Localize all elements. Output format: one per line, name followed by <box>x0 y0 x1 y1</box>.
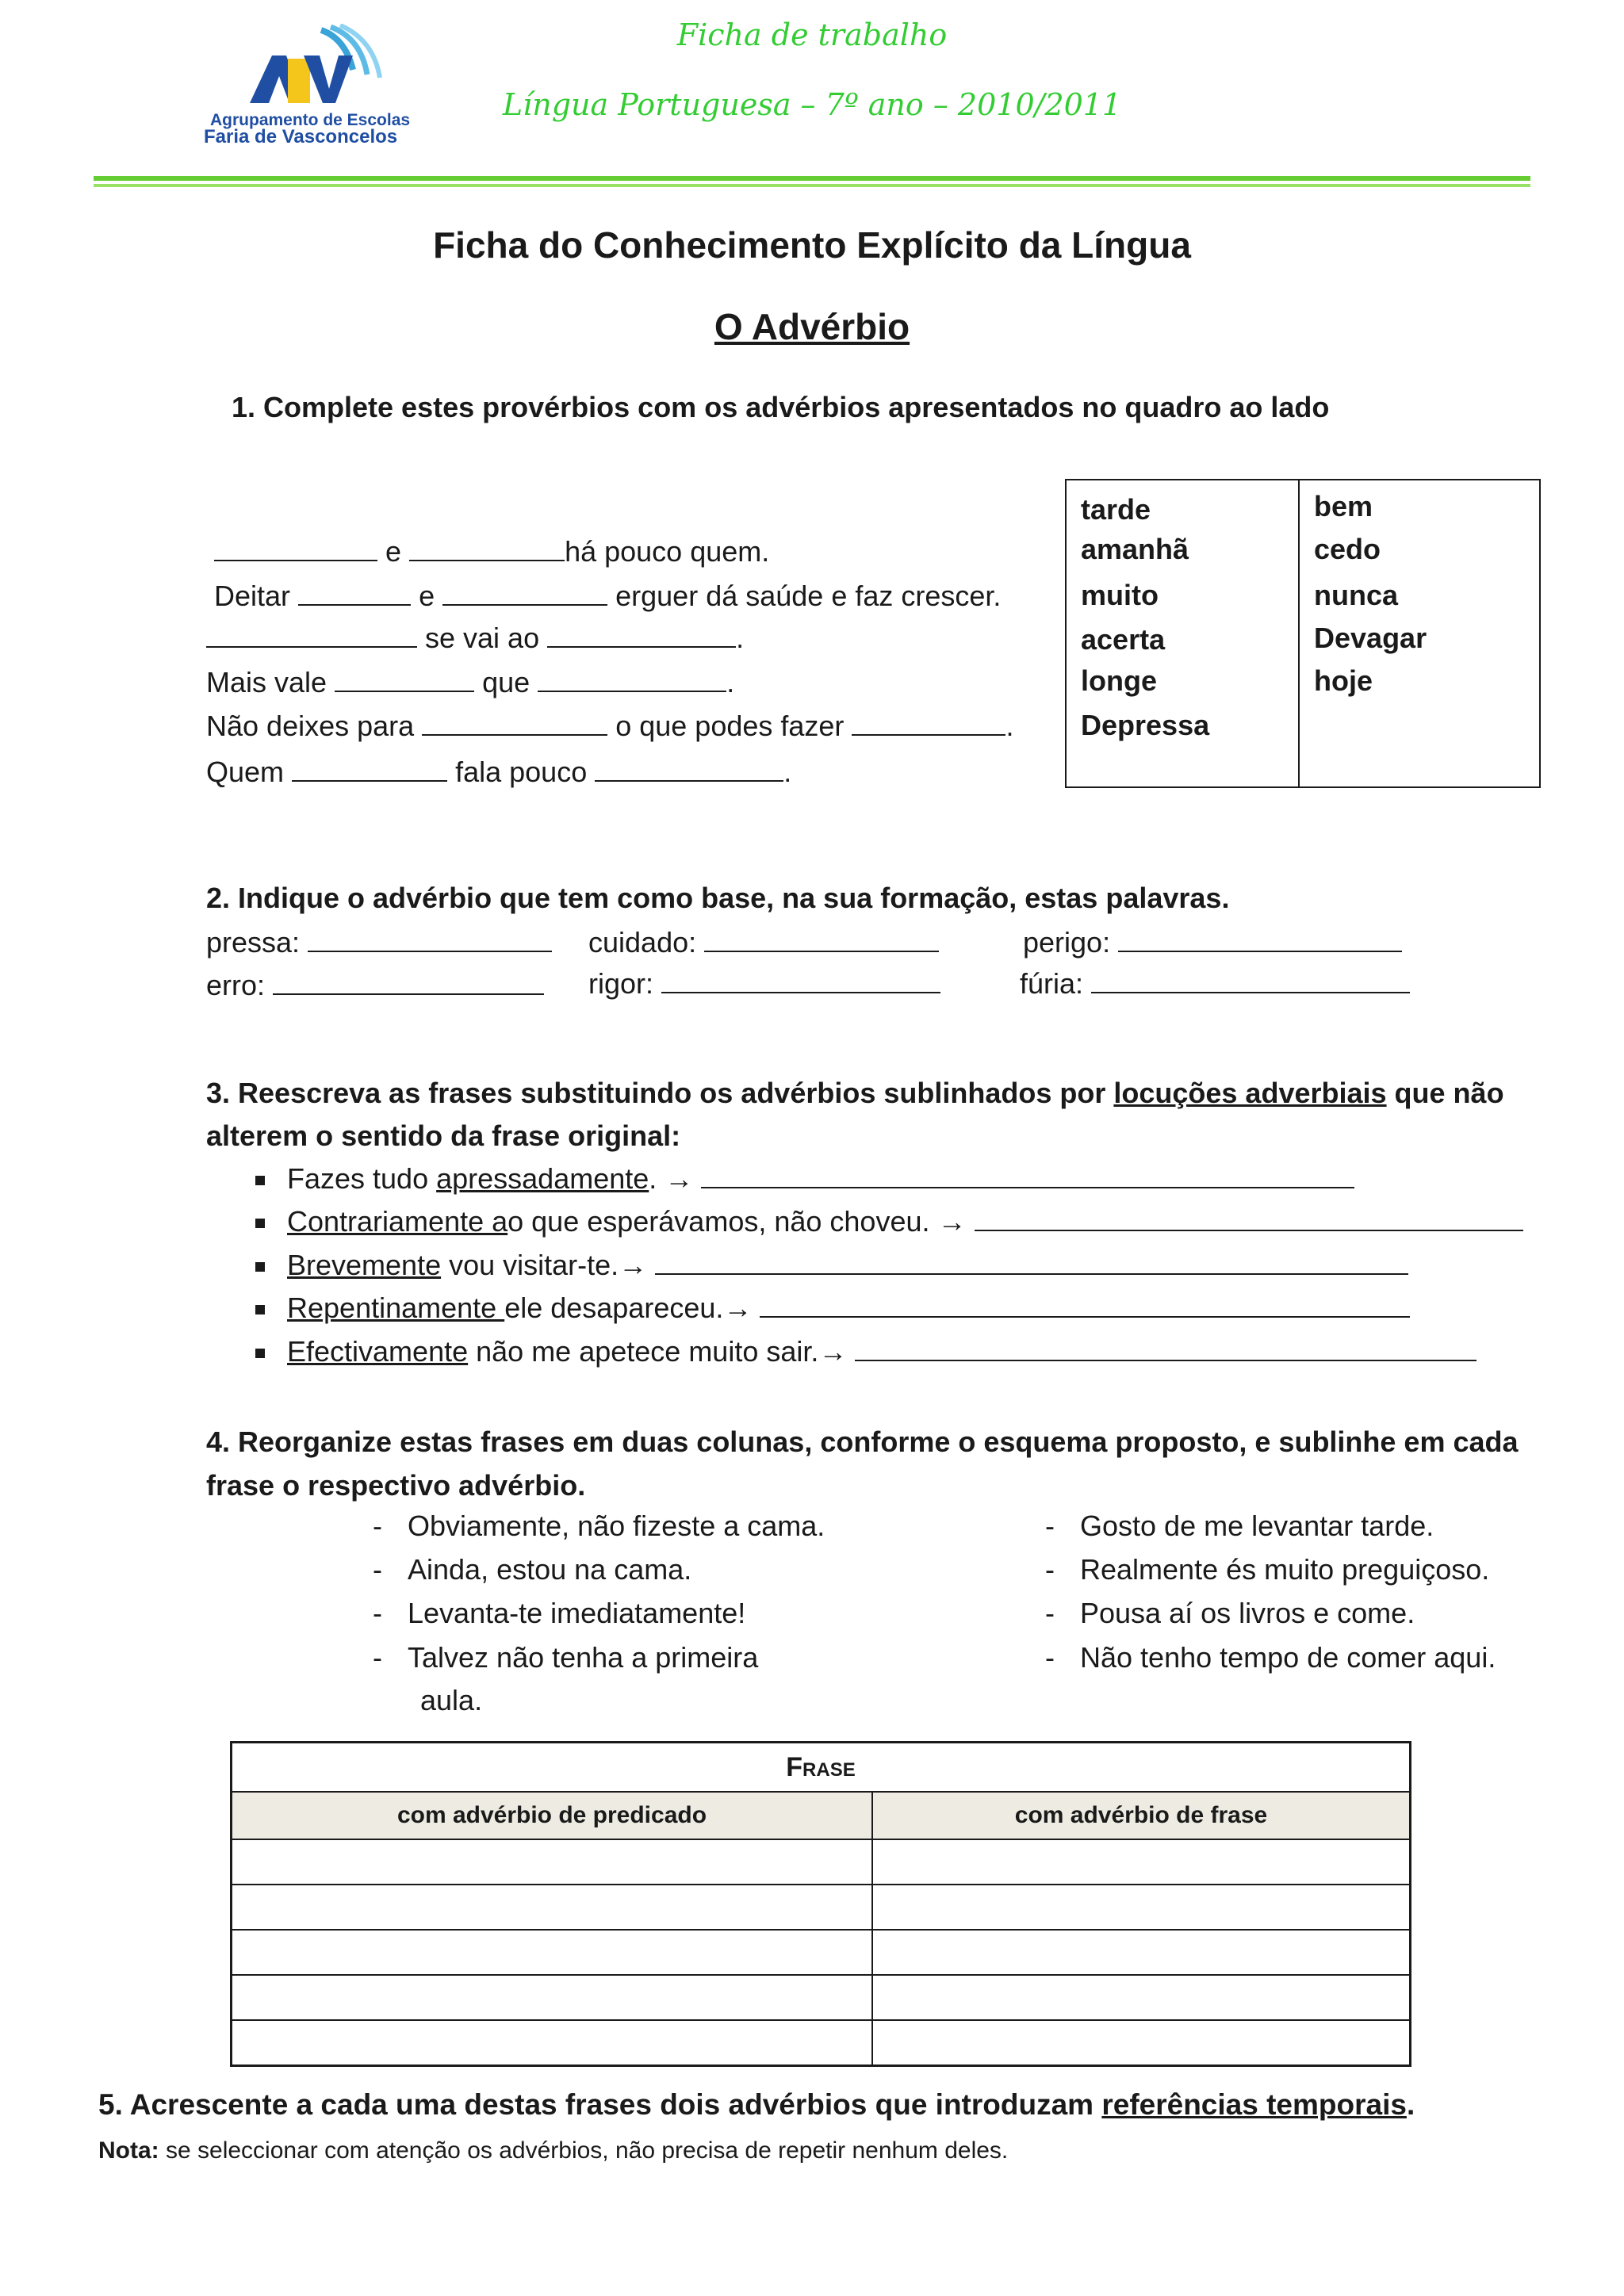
text: Efectivamente <box>287 1335 469 1368</box>
table-row <box>232 1930 1411 1975</box>
dash: - <box>1045 1597 1055 1629</box>
dash: - <box>373 1553 382 1586</box>
q4-sentence-cont: aula. <box>420 1684 483 1716</box>
blank[interactable] <box>409 536 565 561</box>
text: não me apetece muito sair.→ <box>468 1335 848 1368</box>
label: erro: <box>206 969 266 1001</box>
table-cell[interactable] <box>872 1839 1411 1885</box>
table-cell[interactable] <box>872 1975 1411 2020</box>
note-label: Nota: <box>98 2137 159 2164</box>
q4-sentence <box>373 1552 691 1588</box>
q4-heading: 4. Reorganize estas frases em duas colunas, conforme o esquema proposto, e sublinhe em cada <box>206 1425 1519 1458</box>
proverb-1 <box>214 534 769 570</box>
bullet-icon <box>255 1349 265 1358</box>
q1-heading: 1. Complete estes provérbios com os advérbios apresentados no quadro ao lado <box>232 391 1330 423</box>
label: fúria: <box>1020 967 1084 1000</box>
blank[interactable] <box>292 756 447 782</box>
blank[interactable] <box>704 927 939 952</box>
word: muito <box>1081 579 1159 611</box>
header-rule <box>94 176 1530 181</box>
text: Deitar <box>214 580 291 612</box>
page-subtitle: O Advérbio <box>714 306 910 347</box>
text: Ainda, estou na cama. <box>408 1553 692 1586</box>
q5-note <box>98 2137 1008 2164</box>
word: Devagar <box>1314 622 1427 654</box>
text: Gosto de me levantar tarde. <box>1080 1510 1434 1542</box>
blank[interactable] <box>595 756 783 782</box>
text: 3. Reescreva as frases substituindo os advérbios sublinhados por <box>206 1077 1114 1109</box>
q3-item <box>255 1203 1523 1240</box>
bullet-icon <box>255 1262 265 1272</box>
text: 5. Acrescente a cada uma destas frases dois advérbios que introduzam <box>98 2088 1102 2121</box>
blank[interactable] <box>760 1292 1410 1318</box>
word: Depressa <box>1081 709 1210 741</box>
word: cedo <box>1314 533 1381 565</box>
dash: - <box>1045 1510 1055 1542</box>
text: Realmente és muito preguiçoso. <box>1080 1553 1490 1586</box>
blank[interactable] <box>335 667 474 692</box>
text: referências temporais <box>1101 2088 1407 2121</box>
text: o que esperávamos, não choveu. → <box>508 1205 967 1238</box>
dash: - <box>373 1597 382 1629</box>
word: hoje <box>1314 664 1373 697</box>
dash: - <box>373 1641 382 1674</box>
column-header: com advérbio de frase <box>872 1792 1411 1839</box>
q2-item <box>206 924 552 961</box>
table-caption: Frase <box>232 1743 1411 1793</box>
word: tarde <box>1081 493 1151 526</box>
blank[interactable] <box>975 1206 1523 1231</box>
page-title: Ficha do Conhecimento Explícito da Língua <box>433 224 1191 266</box>
text: Repentinamente <box>287 1292 505 1324</box>
blank[interactable] <box>547 622 736 648</box>
header-line-2: Língua Portuguesa – 7º ano – 2010/2011 <box>502 87 1122 122</box>
table-row <box>232 1839 1411 1885</box>
q5-heading <box>98 2084 1415 2126</box>
text: apressadamente <box>436 1162 649 1195</box>
q2-item <box>1020 966 1410 1002</box>
text: Contrariamente a <box>287 1205 508 1238</box>
text: Fazes tudo <box>287 1162 437 1195</box>
text: vou visitar-te.→ <box>441 1249 648 1281</box>
text: . → <box>649 1162 694 1195</box>
q2-item <box>1023 924 1402 961</box>
blank[interactable] <box>273 970 544 995</box>
table-cell[interactable] <box>232 1975 873 2020</box>
table-cell[interactable] <box>232 1885 873 1930</box>
text: e <box>419 580 435 612</box>
blank[interactable] <box>852 710 1005 736</box>
proverb-5 <box>206 708 1013 744</box>
bullet-icon <box>255 1176 265 1185</box>
text: . <box>736 622 745 654</box>
note-text: se seleccionar com atenção os advérbios, não precisa de repetir nenhum deles. <box>159 2137 1009 2164</box>
table-cell[interactable] <box>232 1930 873 1975</box>
q2-item <box>588 924 939 961</box>
text: . <box>1406 2088 1415 2121</box>
bullet-icon <box>255 1219 265 1228</box>
text: Quem <box>206 756 285 788</box>
q4-sentence <box>1045 1508 1434 1544</box>
proverb-4 <box>206 664 734 701</box>
text: Não deixes para <box>206 710 415 742</box>
text: e <box>385 535 402 568</box>
q3-item <box>255 1334 1477 1370</box>
q3-item <box>255 1161 1354 1197</box>
text: que <box>482 666 530 698</box>
q2-heading: 2. Indique o advérbio que tem como base, na sua formação, estas palavras. <box>206 882 1230 914</box>
q3-item <box>255 1247 1408 1284</box>
proverb-2 <box>214 578 1001 614</box>
word: acerta <box>1081 623 1166 656</box>
table-cell[interactable] <box>232 1839 873 1885</box>
q4-sentence <box>373 1640 758 1676</box>
text: que não <box>1386 1077 1504 1109</box>
dash: - <box>1045 1553 1055 1586</box>
q4-sentence <box>373 1508 825 1544</box>
q4-sentence <box>1045 1595 1415 1632</box>
table-row <box>232 1885 1411 1930</box>
blank[interactable] <box>1118 927 1402 952</box>
text: . <box>1005 710 1014 742</box>
blank[interactable] <box>855 1336 1477 1361</box>
text: Levanta-te imediatamente! <box>408 1597 746 1629</box>
text: Talvez não tenha a primeira <box>408 1641 759 1674</box>
header-line-1: Ficha de trabalho <box>676 17 948 52</box>
blank[interactable] <box>308 927 552 952</box>
text: . <box>726 666 735 698</box>
text: se vai ao <box>425 622 540 654</box>
text: erguer dá saúde e faz crescer. <box>615 580 1002 612</box>
blank[interactable] <box>206 622 417 648</box>
text: há pouco quem. <box>565 535 770 568</box>
classification-table <box>230 1741 1411 2067</box>
blank[interactable] <box>661 968 940 993</box>
q4-sentence <box>1045 1552 1489 1588</box>
q2-item <box>206 967 544 1004</box>
word: longe <box>1081 664 1157 697</box>
table-cell[interactable] <box>872 1885 1411 1930</box>
dash: - <box>1045 1641 1055 1674</box>
word: amanhã <box>1081 533 1189 565</box>
column-header: com advérbio de predicado <box>232 1792 873 1839</box>
table-cell[interactable] <box>232 2020 873 2066</box>
blank[interactable] <box>298 580 411 606</box>
word: nunca <box>1314 579 1399 611</box>
bullet-icon <box>255 1305 265 1314</box>
blank[interactable] <box>1091 968 1410 993</box>
logo-text-1: Agrupamento de Escolas <box>210 111 411 129</box>
logo-text-2: Faria de Vasconcelos <box>204 126 398 147</box>
label: perigo: <box>1023 926 1111 959</box>
text: o que podes fazer <box>615 710 845 742</box>
header-rule-light <box>94 184 1530 187</box>
table-cell[interactable] <box>872 2020 1411 2066</box>
word: bem <box>1314 490 1373 522</box>
table-cell[interactable] <box>872 1930 1411 1975</box>
adverb-box <box>1065 479 1541 788</box>
text: ele desapareceu.→ <box>504 1292 753 1324</box>
text: Não tenho tempo de comer aqui. <box>1080 1641 1496 1674</box>
q4-heading-cont: frase o respectivo advérbio. <box>206 1469 586 1502</box>
text: . <box>783 756 792 788</box>
divider <box>1298 480 1300 786</box>
proverb-6 <box>206 754 791 790</box>
blank[interactable] <box>538 667 726 692</box>
q4-sentence <box>1045 1640 1496 1676</box>
q3-heading <box>206 1072 1504 1115</box>
label: cuidado: <box>588 926 697 959</box>
q2-item <box>588 966 940 1002</box>
label: pressa: <box>206 926 301 959</box>
dash: - <box>373 1510 382 1542</box>
q3-heading-cont: alterem o sentido da frase original: <box>206 1119 681 1152</box>
blank[interactable] <box>701 1163 1354 1188</box>
text: Mais vale <box>206 666 327 698</box>
text: Pousa aí os livros e come. <box>1080 1597 1415 1629</box>
blank[interactable] <box>655 1249 1408 1275</box>
blank[interactable] <box>442 580 607 606</box>
label: rigor: <box>588 967 654 1000</box>
text: Brevemente <box>287 1249 442 1281</box>
table-row <box>232 1975 1411 2020</box>
proverb-3 <box>206 620 744 656</box>
table-row <box>232 2020 1411 2066</box>
text: fala pouco <box>455 756 588 788</box>
q3-item <box>255 1290 1410 1326</box>
text: Obviamente, não fizeste a cama. <box>408 1510 825 1542</box>
q4-sentence <box>373 1595 745 1632</box>
blank[interactable] <box>214 536 377 561</box>
blank[interactable] <box>422 710 607 736</box>
text: locuções adverbiais <box>1113 1077 1387 1109</box>
